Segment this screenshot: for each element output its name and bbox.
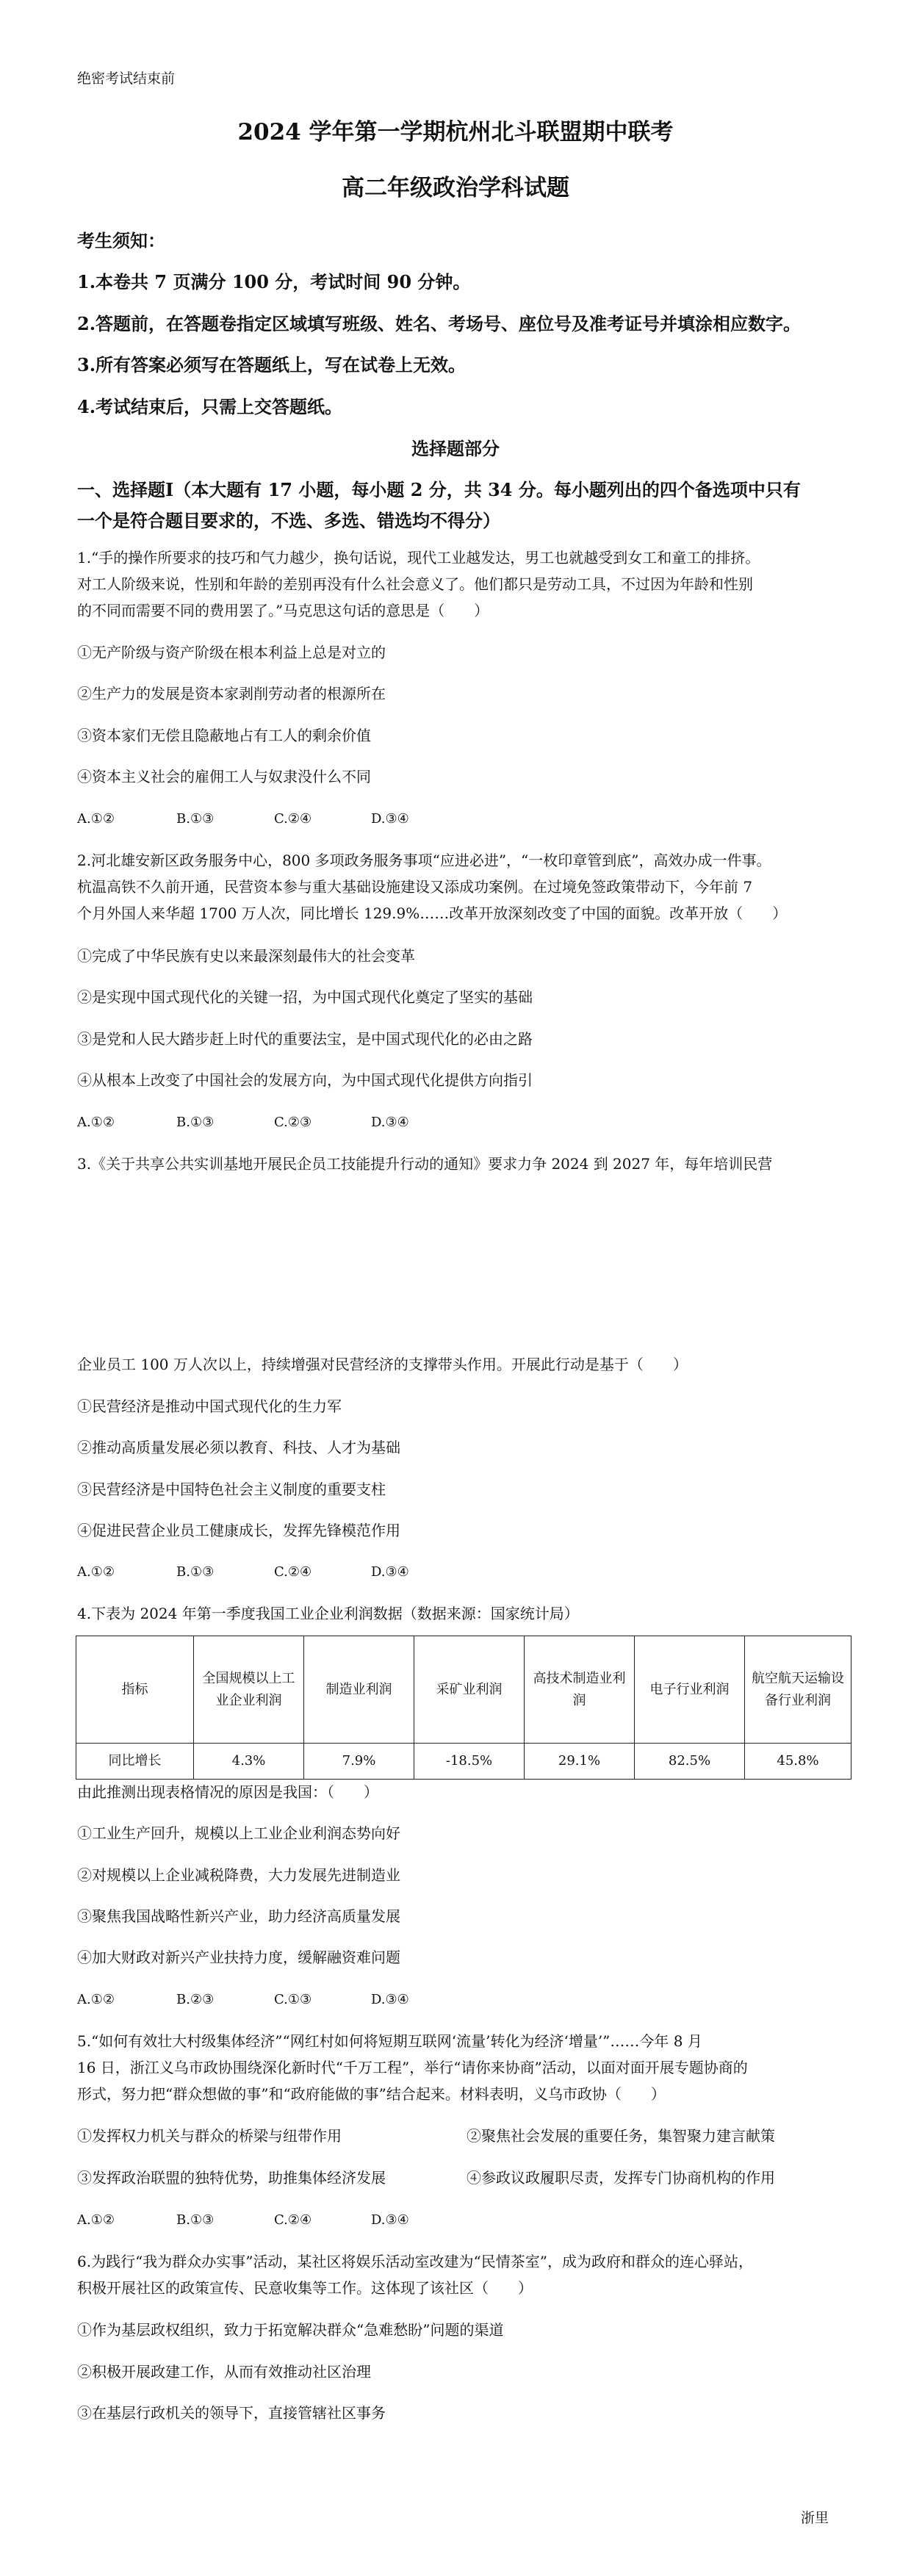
statement: ②积极开展政建工作，从而有效推动社区治理 [77,2363,371,2381]
question-stem: 积极开展社区的政策宣传、民意收集等工作。这体现了该社区（ ） [77,2279,533,2297]
question-stem: 形式，努力把“群众想做的事”和“政府能做的事”结合起来。材料表明，义乌市政协（ ） [77,2085,666,2103]
question-stem: 2.河北雄安新区政务服务中心，800 多项政务服务事项“应进必进”，“一枚印章管到底”，高效办成一件事。 [77,852,771,869]
statement: ④参政议政履职尽责，发挥专门协商机构的作用 [467,2169,775,2187]
statement: ④加大财政对新兴产业扶持力度，缓解融资难问题 [77,1949,400,1966]
answer-option: B.②③ [176,1992,215,2007]
table-cell: -18.5% [414,1744,525,1780]
answer-option: B.①③ [176,811,215,827]
statement: ③是党和人民大踏步赶上时代的重要法宝，是中国式现代化的必由之路 [77,1030,533,1048]
question-stem: 的不同而需要不同的费用罢了。”马克思这句话的意思是（ ） [77,602,489,619]
table-cell: 7.9% [304,1744,414,1780]
notice-item: 4.考试结束后，只需上交答题纸。 [77,396,343,417]
answer-option: C.①③ [274,1992,312,2007]
answer-option: C.②③ [274,1115,312,1130]
statement: ②对规模以上企业减税降费，大力发展先进制造业 [77,1866,400,1884]
answer-option: D.③④ [371,811,409,827]
question-stem: 杭温高铁不久前开通，民营资本参与重大基础设施建设又添成功案例。在过境免签政策带动下，今年前 7 [77,878,753,896]
answer-option: A.①② [77,1992,115,2007]
answer-option: D.③④ [371,1992,409,2007]
table-header-cell: 航空航天运输设备行业利润 [745,1636,851,1744]
answer-option: A.①② [77,811,115,827]
statement: ③在基层行政机关的领导下，直接管辖社区事务 [77,2404,386,2422]
statement: ②聚焦社会发展的重要任务，集智聚力建言献策 [467,2127,775,2145]
answer-option: B.①③ [176,2212,215,2228]
statement: ③发挥政治联盟的独特优势，助推集体经济发展 [77,2169,386,2187]
answer-option: D.③④ [371,1115,409,1130]
table-header-cell: 制造业利润 [304,1636,414,1744]
notice-item: 3.所有答案必须写在答题纸上，写在试卷上无效。 [77,354,467,375]
table-cell: 45.8% [745,1744,851,1780]
statement: ①工业生产回升，规模以上工业企业利润态势向好 [77,1824,400,1842]
table-cell: 4.3% [194,1744,304,1780]
statement: ①无产阶级与资产阶级在根本利益上总是对立的 [77,644,386,661]
exam-title: 2024 学年第一学期杭州北斗联盟期中联考 [237,119,674,145]
statement: ①完成了中华民族有史以来最深刻最伟大的社会变革 [77,947,415,965]
answer-option: B.①③ [176,1564,215,1580]
statement: ①作为基层政权组织，致力于拓宽解决群众“急难愁盼”问题的渠道 [77,2321,504,2339]
question-stem: 对工人阶级来说，性别和年龄的差别再没有什么社会意义了。他们都只是劳动工具，不过因为年龄和性别 [77,575,753,593]
statement: ④从根本上改变了中国社会的发展方向，为中国式现代化提供方向指引 [77,1071,533,1089]
statement: ③聚焦我国战略性新兴产业，助力经济高质量发展 [77,1907,400,1925]
statement: ③民营经济是中国特色社会主义制度的重要支柱 [77,1481,386,1498]
question-stem: 1.“手的操作所要求的技巧和气力越少，换句话说，现代工业越发达，男工也就越受到女工和童工的排挤。 [77,549,760,566]
table-cell: 29.1% [525,1744,635,1780]
statement: ①发挥权力机关与群众的桥梁与纽带作用 [77,2127,342,2145]
statement: ④促进民营企业员工健康成长，发挥先锋模范作用 [77,1522,400,1539]
answer-option: C.②④ [274,811,312,827]
question-stem: 个月外国人来华超 1700 万人次，同比增长 129.9%……改革开放深刻改变了中国的面貌。改革开放（ ） [77,904,788,922]
table-cell: 82.5% [635,1744,745,1780]
section-instruction: 一、选择题Ⅰ（本大题有 17 小题，每小题 2 分，共 34 分。每小题列出的四个备选项中只有 [77,479,801,500]
question-stem: 4.下表为 2024 年第一季度我国工业企业利润数据（数据来源：国家统计局） [77,1605,579,1622]
statement: ②是实现中国式现代化的关键一招，为中国式现代化奠定了坚实的基础 [77,988,533,1006]
secrecy-label: 绝密考试结束前 [77,71,176,87]
table-header-cell: 指标 [76,1636,194,1744]
table-header-cell: 电子行业利润 [635,1636,745,1744]
notice-item: 1.本卷共 7 页满分 100 分，考试时间 90 分钟。 [77,271,471,292]
question-stem: 6.为践行“我为群众办实事”活动，某社区将娱乐活动室改建为“民情茶室”，成为政府和群众的连心驿站， [77,2253,753,2270]
answer-option: A.①② [77,1115,115,1130]
table-cell: 同比增长 [76,1744,194,1780]
question-stem: 5.“如何有效壮大村级集体经济”“网红村如何将短期互联网‘流量’转化为经济‘增量’”……今年 8 月 [77,2032,702,2050]
answer-option: B.①③ [176,1115,215,1130]
question-stem: 企业员工 100 万人次以上，持续增强对民营经济的支撑带头作用。开展此行动是基于（ ） [77,1356,688,1373]
table-row [76,1744,851,1780]
question-stem: 16 日，浙江义乌市政协围绕深化新时代“千万工程”，举行“请你来协商”活动，以面对面开展专题协商的 [77,2059,748,2076]
watermark-text: 浙里 [801,2510,829,2526]
notice-heading: 考生须知： [77,230,165,251]
statement: ①民营经济是推动中国式现代化的生力军 [77,1397,342,1415]
answer-option: A.①② [77,2212,115,2228]
statement: ②生产力的发展是资本家剥削劳动者的根源所在 [77,685,386,702]
section-instruction: 一个是符合题目要求的，不选、多选、错选均不得分） [77,510,500,531]
answer-option: D.③④ [371,1564,409,1580]
answer-option: D.③④ [371,2212,409,2228]
question-stem: 3.《关于共享公共实训基地开展民企员工技能提升行动的通知》要求力争 2024 到 2027 年，每年培训民营 [77,1155,773,1173]
exam-subtitle: 高二年级政治学科试题 [342,175,569,201]
profit-table [76,1636,851,1780]
statement: ②推动高质量发展必须以教育、科技、人才为基础 [77,1439,400,1456]
table-header-cell: 全国规模以上工业企业利润 [194,1636,304,1744]
statement: ③资本家们无偿且隐蔽地占有工人的剩余价值 [77,727,371,744]
table-header-cell: 采矿业利润 [414,1636,525,1744]
statement: ④资本主义社会的雇佣工人与奴隶没什么不同 [77,768,371,785]
answer-option: C.②④ [274,1564,312,1580]
answer-option: A.①② [77,1564,115,1580]
question-prompt: 由此推测出现表格情况的原因是我国：（ ） [77,1783,378,1801]
notice-item: 2.答题前，在答题卷指定区域填写班级、姓名、考场号、座位号及准考证号并填涂相应数字。 [77,313,802,334]
table-header-cell: 高技术制造业利润 [525,1636,635,1744]
section-heading: 选择题部分 [411,438,500,459]
table-header-row [76,1636,851,1744]
answer-option: C.②④ [274,2212,312,2228]
